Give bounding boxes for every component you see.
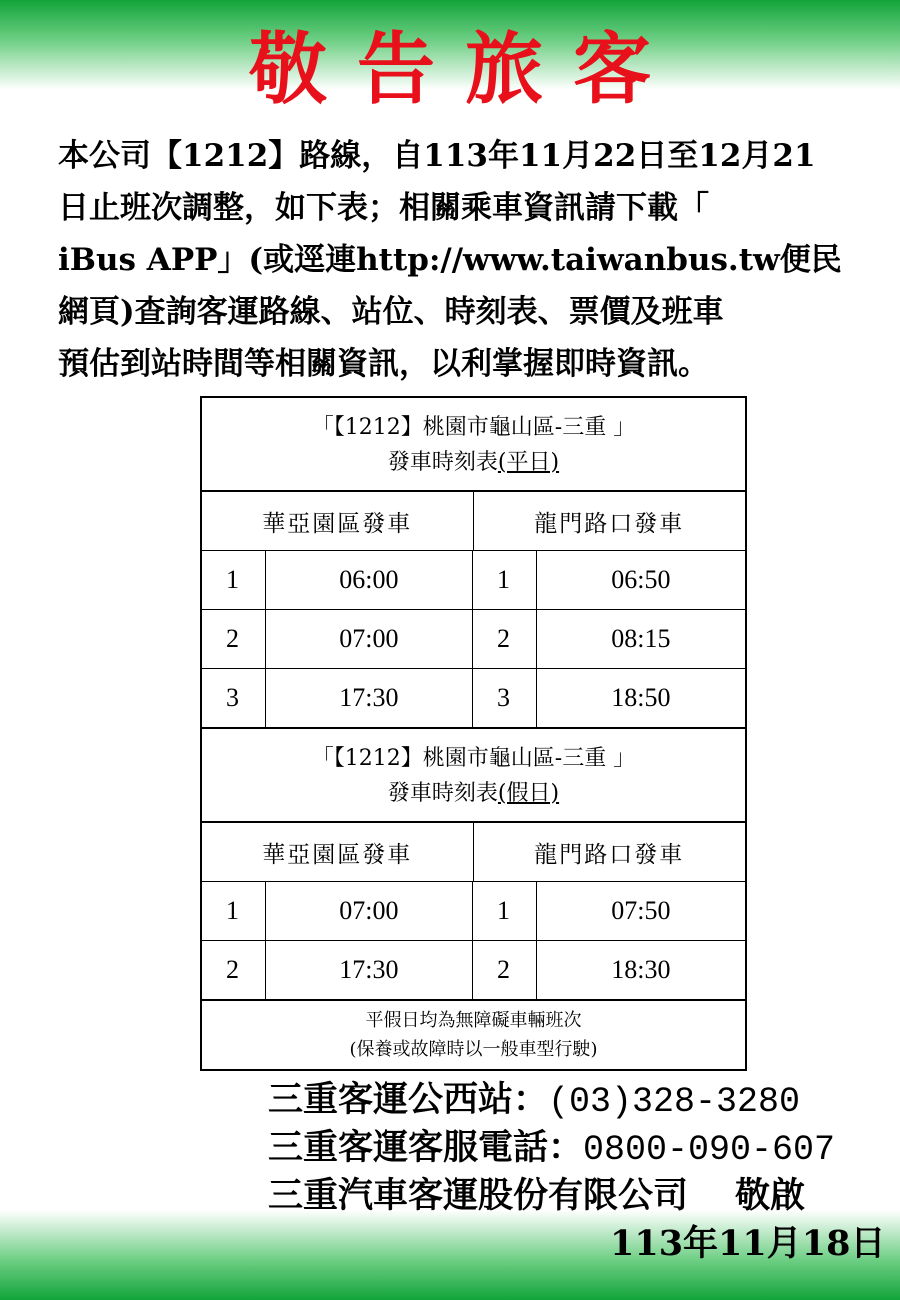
departure-time: 07:00	[266, 882, 473, 940]
trip-index: 1	[202, 551, 266, 609]
trip-index: 2	[202, 941, 266, 999]
trip-index: 1	[202, 882, 266, 940]
notice-date: 113年11月18日	[610, 1223, 886, 1264]
timetable	[200, 396, 747, 1071]
schedule-label	[202, 445, 745, 480]
departure-time: 18:30	[611, 955, 671, 984]
column-header-longmen: 龍門路口發車	[534, 510, 685, 537]
accessibility-note	[202, 1001, 745, 1069]
trip-index: 2	[202, 610, 266, 668]
trip-index: 1	[473, 551, 537, 609]
note-line: (保養或故障時以一般車型行駛)	[349, 1039, 598, 1060]
weekday-header-row	[202, 492, 745, 551]
table-row	[202, 551, 745, 610]
station-phone: (03)328-3280	[548, 1082, 801, 1122]
schedule-day-type: (平日)	[497, 450, 560, 475]
column-header-huaya: 華亞園區發車	[202, 823, 474, 881]
trip-index: 2	[473, 610, 537, 668]
station-phone-line	[268, 1076, 888, 1126]
notice-title: 敬告旅客	[248, 24, 681, 115]
weekday-table-title	[202, 398, 745, 492]
schedule-day-type: (假日)	[497, 781, 560, 806]
service-phone-line	[268, 1124, 888, 1174]
service-label: 三重客運客服電話：	[268, 1127, 584, 1168]
route-name: 「【1212】桃園市龜山區-三重 」	[311, 746, 636, 771]
table-row	[202, 882, 745, 941]
trip-index: 3	[202, 669, 266, 727]
departure-time: 17:30	[266, 941, 473, 999]
schedule-label-prefix: 發車時刻表	[387, 781, 498, 806]
table-row	[202, 669, 745, 729]
trip-index: 2	[473, 941, 537, 999]
departure-time: 08:15	[611, 624, 671, 653]
departure-time: 06:50	[611, 565, 671, 594]
departure-time: 18:50	[611, 683, 671, 712]
schedule-label-prefix: 發車時刻表	[387, 450, 498, 475]
service-phone: 0800-090-607	[583, 1130, 836, 1170]
intro-line: 本公司【1212】路線，自113年11月22日至12月21	[58, 138, 816, 174]
departure-time: 07:50	[611, 896, 671, 925]
intro-paragraph	[58, 130, 858, 390]
note-line: 平假日均為無障礙車輛班次	[365, 1010, 582, 1031]
table-row	[202, 610, 745, 669]
station-label: 三重客運公西站：	[268, 1079, 549, 1120]
company-signature: 三重汽車客運股份有限公司 敬啟	[268, 1175, 806, 1216]
column-header-longmen: 龍門路口發車	[534, 841, 685, 868]
schedule-label	[202, 776, 745, 811]
table-row	[202, 941, 745, 1001]
holiday-table-title	[202, 729, 745, 823]
route-name: 「【1212】桃園市龜山區-三重 」	[311, 415, 636, 440]
trip-index: 1	[473, 882, 537, 940]
intro-line: iBus APP」(或逕連http://www.taiwanbus.tw便民	[58, 242, 842, 278]
departure-time: 06:00	[266, 551, 473, 609]
departure-time: 17:30	[266, 669, 473, 727]
intro-line: 預估到站時間等相關資訊，以利掌握即時資訊。	[58, 346, 709, 382]
column-header-huaya: 華亞園區發車	[202, 492, 474, 550]
intro-line: 日止班次調整，如下表；相關乘車資訊請下載「	[58, 190, 709, 226]
departure-time: 07:00	[266, 610, 473, 668]
trip-index: 3	[473, 669, 537, 727]
intro-line: 網頁)查詢客運路線、站位、時刻表、票價及班車	[58, 294, 724, 330]
holiday-header-row	[202, 823, 745, 882]
